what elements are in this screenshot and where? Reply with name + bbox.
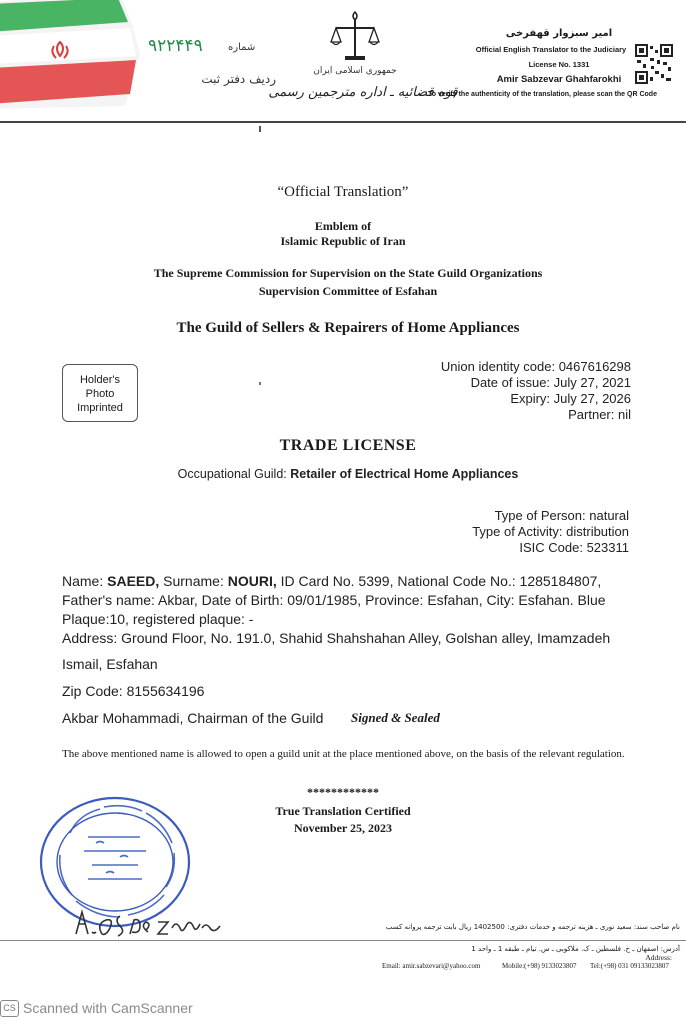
name-value: SAEED, [107,573,160,589]
number-label: شماره [228,42,256,53]
name-label: Name: [62,573,108,589]
stray-mark [259,382,261,385]
stars-separator: ************ [307,785,379,799]
address-label: Address: [645,953,672,962]
stray-mark [259,126,261,132]
occupational-guild [0,467,686,481]
expiry-date: Expiry: July 27, 2026 [510,391,631,406]
footer-tel: Tel:(+98) 031 09133023807 [590,962,669,970]
serial-number: ۹۲۲۴۴۹ [148,36,203,56]
translator-fa: امیر سبزوار قهفرخی [505,28,613,39]
iran-flag-sticker [0,0,140,109]
plaque-line: Plaque:10, registered plaque: - [62,611,254,627]
partner: Partner: nil [568,407,631,422]
date-of-issue: Date of issue: July 27, 2021 [470,375,631,390]
commission-line-2: Supervision Committee of Esfahan [258,284,438,298]
scales-emblem-icon [330,6,380,66]
true-translation-certified: True Translation Certified [275,804,411,818]
id-details: ID Card No. 5399, National Code No.: 1285184807, [276,573,602,589]
holder-name-line [62,573,642,589]
letterhead [0,0,686,122]
translator-name: Amir Sabzevar Ghahfarokhi [496,74,622,85]
type-of-person: Type of Person: natural [494,508,629,523]
signature [72,904,222,940]
photo-label-2: Photo [85,388,115,400]
verify-note: To verify the authenticity of the translation, please scan the QR Code [428,91,657,98]
type-of-activity: Type of Activity: distribution [472,524,629,539]
photo-label-3: Imprinted [77,402,123,414]
zip-code: Zip Code: 8155634196 [62,683,205,699]
footer-divider [0,940,686,941]
surname-label: Surname: [159,573,228,589]
holder-photo-placeholder [62,364,138,422]
photo-label-1: Holder's [79,374,120,386]
surname-value: NOURI, [227,573,277,589]
occupational-guild-value: Retailer of Electrical Home Appliances [290,467,519,481]
chairman: Akbar Mohammadi, Chairman of the Guild [62,710,324,726]
camscanner-logo: CS [0,1000,19,1017]
commission-line-1: The Supreme Commission for Supervision on the State Guild Organizations [153,266,543,280]
guild-title: The Guild of Sellers & Repairers of Home Appliances [176,320,520,336]
isic-code: ISIC Code: 523311 [519,540,629,555]
republic-fa: جمهوری اسلامی ایران [313,66,397,76]
license-number: License No. 1331 [528,60,590,69]
owner-fee-line: نام صاحب سند: سعید نوری ـ هزینه ترجمه و خدمات دفتری: 1402500 ریال بابت ترجمه پروانه کسب [385,923,680,931]
translator-title: Official English Translator to the Judiciary [475,45,627,54]
footer-mobile: Mobile:(+98) 9133023807 [502,962,577,970]
address-fa: آدرس: اصفهان ـ خ. فلسطین ـ ک. ملاکوبی ـ س. تیام ـ طبقه 1 ـ واحد 1 [471,945,680,953]
footer-email: Email: amir.sabzevari@yahoo.com [382,962,481,970]
address-line-2: Ismail, Esfahan [62,656,158,672]
official-translation-title: “Official Translation” [277,184,409,200]
camscanner-watermark [0,998,193,1018]
camscanner-text: Scanned with CamScanner [23,1000,193,1016]
qr-code-icon [635,44,673,84]
trade-license-title: TRADE LICENSE [279,437,417,454]
register-label: ردیف دفتر ثبت [201,72,276,86]
emblem-line-1: Emblem of [314,219,372,233]
certification-date: November 25, 2023 [293,821,393,835]
father-line: Father's name: Akbar, Date of Birth: 09/01/1985, Province: Esfahan, City: Esfahan. Blue [62,592,606,608]
judiciary-fa: قوه قضائیه ـ اداره مترجمین رسمی [268,85,458,100]
allowed-note: The above mentioned name is allowed to open a guild unit at the place mentioned above, on the basis of the relevant regulation. [62,748,625,760]
address-line-1: Address: Ground Floor, No. 191.0, Shahid Shahshahan Alley, Golshan alley, Imamzadeh [62,630,611,646]
header-divider [0,121,686,123]
union-identity-code: Union identity code: 0467616298 [440,359,631,374]
occupational-guild-label: Occupational Guild: [177,467,291,481]
signed-sealed: Signed & Sealed [351,710,440,725]
emblem-line-2: Islamic Republic of Iran [280,234,406,248]
